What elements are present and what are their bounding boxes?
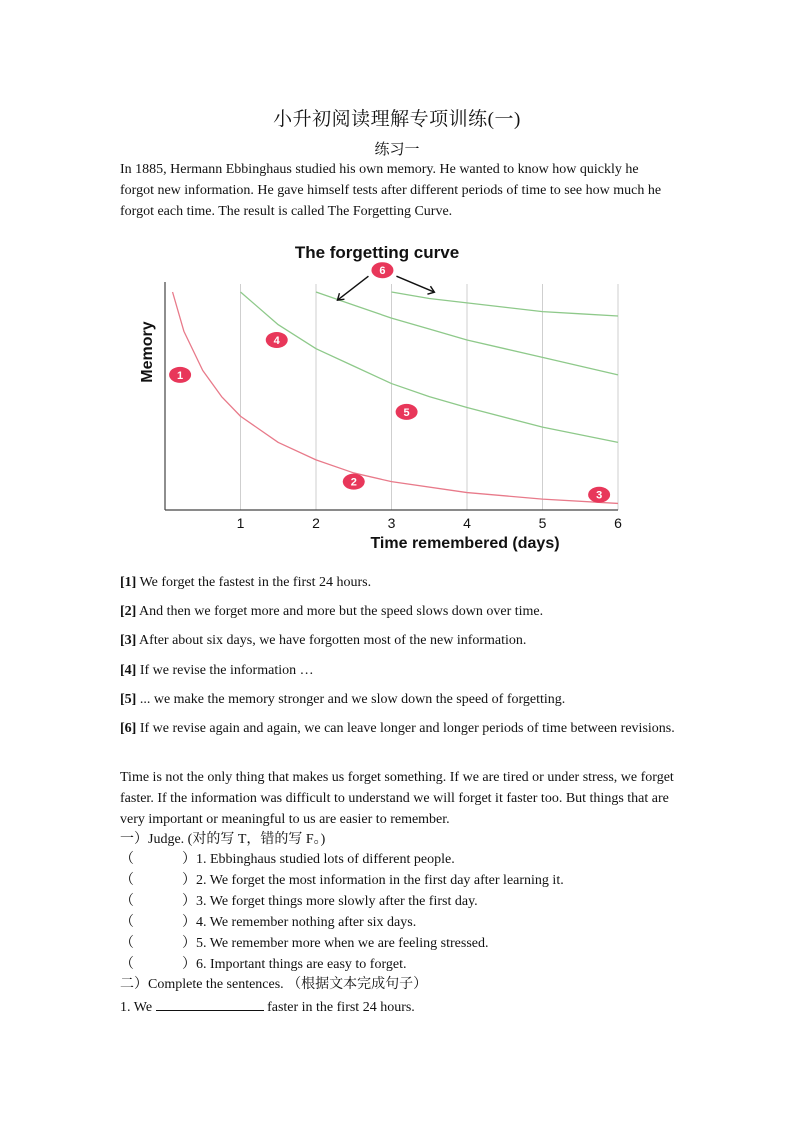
explanation-number: [1] bbox=[120, 575, 137, 590]
x-tick-label: 1 bbox=[236, 515, 245, 531]
answer-blank[interactable]: （ bbox=[120, 915, 134, 930]
explanation-text: And then we forget more and more but the speed slows down over time. bbox=[136, 604, 544, 619]
explanation-text: We forget the fastest in the first 24 hours. bbox=[136, 575, 372, 590]
chart-title: The forgetting curve bbox=[294, 243, 460, 262]
x-tick-label: 4 bbox=[463, 515, 471, 531]
explanation-item bbox=[120, 601, 675, 622]
judge-statement: ）4. We remember nothing after six days. bbox=[182, 915, 417, 930]
answer-blank[interactable]: （ bbox=[120, 873, 134, 888]
explanation-number: [3] bbox=[120, 633, 137, 648]
marker-label: 2 bbox=[350, 476, 357, 489]
judge-item bbox=[120, 850, 455, 870]
explanation-number: [5] bbox=[120, 692, 137, 707]
judge-statement: ）2. We forget the most information in the first day after learning it. bbox=[182, 873, 564, 888]
chart-ticks bbox=[237, 515, 623, 531]
arrow-line bbox=[396, 276, 434, 292]
judge-statement: ）6. Important things are easy to forget. bbox=[182, 957, 407, 972]
answer-blank[interactable]: （ bbox=[120, 936, 134, 951]
explanation-text: If we revise again and again, we can leave longer and longer periods of time between revisions. bbox=[136, 721, 675, 736]
judge-statement: ）1. Ebbinghaus studied lots of different people. bbox=[182, 852, 455, 867]
judge-item bbox=[120, 913, 416, 933]
explanation-item bbox=[120, 660, 675, 681]
page-title: 小升初阅读理解专项训练(一) bbox=[273, 109, 521, 130]
section-judge-heading: 一）Judge. (对的写 T，错的写 F。) bbox=[120, 832, 326, 847]
complete-suffix: faster in the first 24 hours. bbox=[263, 1000, 415, 1015]
marker-label: 3 bbox=[596, 489, 603, 502]
explanation-item bbox=[120, 689, 675, 710]
x-tick-label: 5 bbox=[538, 515, 547, 531]
explanation-number: [4] bbox=[120, 663, 137, 678]
chart-series bbox=[173, 292, 618, 503]
explanation-item bbox=[120, 630, 675, 651]
explanation-item bbox=[120, 572, 675, 593]
chart-xlabel: Time remembered (days) bbox=[370, 535, 560, 552]
marker-label: 6 bbox=[379, 265, 386, 278]
arrow-line bbox=[337, 276, 368, 300]
judge-item bbox=[120, 934, 489, 954]
series-line bbox=[173, 292, 618, 503]
x-tick-label: 3 bbox=[387, 515, 396, 531]
closing-paragraph: Time is not the only thing that makes us forget something. If we are tired or under stress, we forget faster. If the information was difficult to understand we will forget it faster too. But things that are very important or meaningful to us are easier to remember. bbox=[120, 770, 674, 827]
series-line bbox=[392, 292, 619, 316]
answer-blank[interactable] bbox=[156, 996, 264, 1011]
chart-ylabel: Memory bbox=[139, 321, 156, 383]
explanation-number: [6] bbox=[120, 721, 137, 736]
series-line bbox=[241, 292, 619, 442]
judge-statement: ）3. We forget things more slowly after the first day. bbox=[182, 894, 478, 909]
judge-statement: ）5. We remember more when we are feeling stressed. bbox=[182, 936, 489, 951]
marker-label: 4 bbox=[273, 334, 280, 347]
explanation-number: [2] bbox=[120, 604, 137, 619]
x-tick-label: 2 bbox=[312, 515, 320, 531]
x-tick-label: 6 bbox=[614, 515, 622, 531]
forgetting-curve-chart bbox=[120, 232, 640, 562]
marker-label: 1 bbox=[177, 369, 184, 382]
answer-blank[interactable]: （ bbox=[120, 957, 134, 972]
explanation-text: If we revise the information … bbox=[136, 663, 314, 678]
section-complete-heading: 二）Complete the sentences. （根据文本完成句子） bbox=[120, 977, 428, 992]
judge-item bbox=[120, 871, 564, 891]
complete-prefix: 1. We bbox=[120, 1000, 156, 1015]
answer-blank[interactable]: （ bbox=[120, 894, 134, 909]
explanation-text: After about six days, we have forgotten most of the new information. bbox=[136, 633, 527, 648]
complete-item-1 bbox=[120, 996, 415, 1018]
answer-blank[interactable]: （ bbox=[120, 852, 134, 867]
page-subtitle: 练习一 bbox=[374, 142, 420, 158]
judge-item bbox=[120, 955, 406, 975]
marker-label: 5 bbox=[403, 406, 410, 419]
judge-item bbox=[120, 892, 478, 912]
explanation-item bbox=[120, 718, 675, 739]
explanation-text: ... we make the memory stronger and we slow down the speed of forgetting. bbox=[136, 692, 566, 707]
intro-paragraph: In 1885, Hermann Ebbinghaus studied his own memory. He wanted to know how quickly he forgot new information. He gave himself tests after different periods of time to see how much he forgot each time. The result is called The Forgetting Curve. bbox=[120, 162, 662, 219]
